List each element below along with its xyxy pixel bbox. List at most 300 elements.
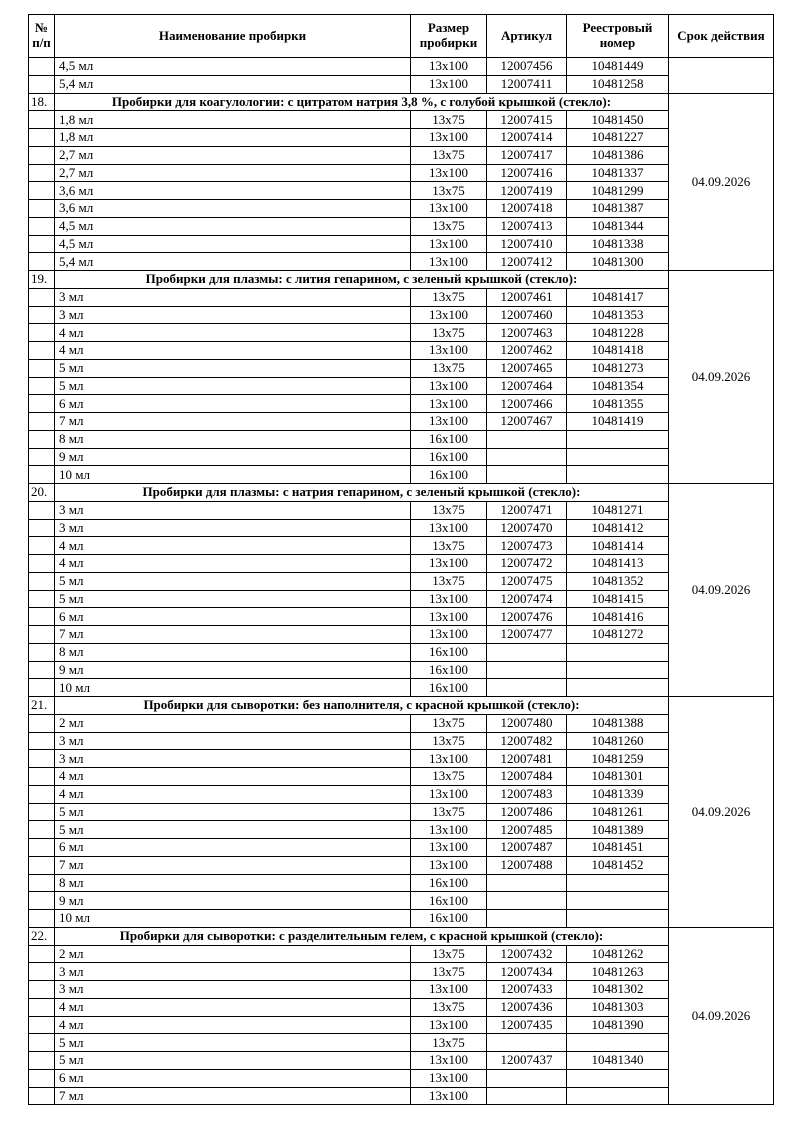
article-cell bbox=[487, 1087, 567, 1105]
name-cell: 6 мл bbox=[55, 608, 411, 626]
row-number-cell bbox=[29, 430, 55, 448]
name-cell: 10 мл bbox=[55, 466, 411, 484]
section-header-row bbox=[29, 271, 774, 289]
registry-cell: 10481388 bbox=[567, 714, 669, 732]
table-row bbox=[29, 182, 774, 200]
article-cell: 12007461 bbox=[487, 288, 567, 306]
table-row bbox=[29, 235, 774, 253]
size-cell: 13x100 bbox=[411, 235, 487, 253]
size-cell: 13x75 bbox=[411, 572, 487, 590]
table-row bbox=[29, 288, 774, 306]
table-row bbox=[29, 1069, 774, 1087]
row-number-cell bbox=[29, 856, 55, 874]
name-cell: 5 мл bbox=[55, 821, 411, 839]
registry-cell bbox=[567, 466, 669, 484]
table-row bbox=[29, 839, 774, 857]
validity-cell: 04.09.2026 bbox=[669, 271, 774, 484]
registry-cell bbox=[567, 1087, 669, 1105]
size-cell: 13x75 bbox=[411, 714, 487, 732]
name-cell: 5 мл bbox=[55, 1052, 411, 1070]
table-row bbox=[29, 430, 774, 448]
article-cell: 12007470 bbox=[487, 519, 567, 537]
column-header-registry: Реестровый номер bbox=[567, 15, 669, 58]
table-row bbox=[29, 448, 774, 466]
size-cell: 16x100 bbox=[411, 643, 487, 661]
article-cell: 12007488 bbox=[487, 856, 567, 874]
registry-cell: 10481271 bbox=[567, 501, 669, 519]
table-row bbox=[29, 217, 774, 235]
registry-cell bbox=[567, 679, 669, 697]
table-row bbox=[29, 1052, 774, 1070]
size-cell: 13x100 bbox=[411, 395, 487, 413]
name-cell: 5 мл bbox=[55, 803, 411, 821]
size-cell: 13x75 bbox=[411, 998, 487, 1016]
table-row bbox=[29, 608, 774, 626]
row-number-cell bbox=[29, 839, 55, 857]
article-cell bbox=[487, 1034, 567, 1052]
registry-cell: 10481272 bbox=[567, 626, 669, 644]
section-header-row bbox=[29, 697, 774, 715]
name-cell: 2,7 мл bbox=[55, 164, 411, 182]
row-number-cell bbox=[29, 768, 55, 786]
registry-cell: 10481354 bbox=[567, 377, 669, 395]
size-cell: 13x100 bbox=[411, 839, 487, 857]
section-title-cell: Пробирки для плазмы: с натрия гепарином, с зеленый крышкой (стекло): bbox=[55, 484, 669, 502]
size-cell: 13x100 bbox=[411, 1087, 487, 1105]
article-cell: 12007410 bbox=[487, 235, 567, 253]
article-cell: 12007436 bbox=[487, 998, 567, 1016]
registry-cell bbox=[567, 1034, 669, 1052]
table-row bbox=[29, 146, 774, 164]
size-cell: 13x100 bbox=[411, 75, 487, 93]
row-number-cell bbox=[29, 608, 55, 626]
table-row bbox=[29, 129, 774, 147]
registry-cell bbox=[567, 643, 669, 661]
size-cell: 13x75 bbox=[411, 768, 487, 786]
name-cell: 4 мл bbox=[55, 768, 411, 786]
registry-cell: 10481450 bbox=[567, 111, 669, 129]
article-cell: 12007485 bbox=[487, 821, 567, 839]
row-number-cell bbox=[29, 448, 55, 466]
article-cell: 12007466 bbox=[487, 395, 567, 413]
article-cell bbox=[487, 910, 567, 928]
registry-cell: 10481261 bbox=[567, 803, 669, 821]
size-cell: 16x100 bbox=[411, 910, 487, 928]
article-cell bbox=[487, 874, 567, 892]
size-cell: 13x100 bbox=[411, 626, 487, 644]
row-number-cell bbox=[29, 643, 55, 661]
validity-cell bbox=[669, 58, 774, 94]
name-cell: 3 мл bbox=[55, 732, 411, 750]
table-row bbox=[29, 75, 774, 93]
column-header-size: Размер пробирки bbox=[411, 15, 487, 58]
size-cell: 13x75 bbox=[411, 111, 487, 129]
size-cell: 13x100 bbox=[411, 200, 487, 218]
section-header-row bbox=[29, 927, 774, 945]
row-number-cell bbox=[29, 555, 55, 573]
article-cell bbox=[487, 643, 567, 661]
name-cell: 7 мл bbox=[55, 413, 411, 431]
size-cell: 13x100 bbox=[411, 981, 487, 999]
article-cell: 12007415 bbox=[487, 111, 567, 129]
table-row bbox=[29, 892, 774, 910]
table-row bbox=[29, 377, 774, 395]
section-number-cell: 19. bbox=[29, 271, 55, 289]
row-number-cell bbox=[29, 945, 55, 963]
article-cell: 12007412 bbox=[487, 253, 567, 271]
registry-cell: 10481273 bbox=[567, 359, 669, 377]
registry-cell: 10481302 bbox=[567, 981, 669, 999]
article-cell: 12007475 bbox=[487, 572, 567, 590]
table-row bbox=[29, 572, 774, 590]
table-row bbox=[29, 1034, 774, 1052]
article-cell bbox=[487, 430, 567, 448]
size-cell: 16x100 bbox=[411, 679, 487, 697]
registry-cell: 10481389 bbox=[567, 821, 669, 839]
table-row bbox=[29, 111, 774, 129]
row-number-cell bbox=[29, 572, 55, 590]
article-cell: 12007418 bbox=[487, 200, 567, 218]
table-row bbox=[29, 626, 774, 644]
size-cell: 13x75 bbox=[411, 1034, 487, 1052]
size-cell: 13x75 bbox=[411, 732, 487, 750]
row-number-cell bbox=[29, 626, 55, 644]
name-cell: 3 мл bbox=[55, 981, 411, 999]
row-number-cell bbox=[29, 537, 55, 555]
row-number-cell bbox=[29, 821, 55, 839]
size-cell: 13x100 bbox=[411, 1069, 487, 1087]
row-number-cell bbox=[29, 395, 55, 413]
name-cell: 7 мл bbox=[55, 626, 411, 644]
size-cell: 13x75 bbox=[411, 146, 487, 164]
validity-cell: 04.09.2026 bbox=[669, 927, 774, 1105]
section-number-cell: 18. bbox=[29, 93, 55, 111]
table-row bbox=[29, 519, 774, 537]
registry-cell: 10481258 bbox=[567, 75, 669, 93]
name-cell: 4,5 мл bbox=[55, 235, 411, 253]
name-cell: 9 мл bbox=[55, 892, 411, 910]
row-number-cell bbox=[29, 981, 55, 999]
row-number-cell bbox=[29, 235, 55, 253]
registry-cell: 10481227 bbox=[567, 129, 669, 147]
name-cell: 9 мл bbox=[55, 661, 411, 679]
size-cell: 13x75 bbox=[411, 288, 487, 306]
table-row bbox=[29, 1087, 774, 1105]
registry-cell: 10481353 bbox=[567, 306, 669, 324]
name-cell: 10 мл bbox=[55, 679, 411, 697]
table-row bbox=[29, 359, 774, 377]
row-number-cell bbox=[29, 519, 55, 537]
registry-cell bbox=[567, 1069, 669, 1087]
size-cell: 13x100 bbox=[411, 377, 487, 395]
registry-cell: 10481259 bbox=[567, 750, 669, 768]
article-cell: 12007463 bbox=[487, 324, 567, 342]
article-cell: 12007487 bbox=[487, 839, 567, 857]
section-number-cell: 22. bbox=[29, 927, 55, 945]
registry-cell: 10481262 bbox=[567, 945, 669, 963]
table-row bbox=[29, 945, 774, 963]
table-row bbox=[29, 750, 774, 768]
size-cell: 13x75 bbox=[411, 324, 487, 342]
table-row bbox=[29, 981, 774, 999]
row-number-cell bbox=[29, 146, 55, 164]
table-row bbox=[29, 1016, 774, 1034]
size-cell: 13x100 bbox=[411, 785, 487, 803]
row-number-cell bbox=[29, 306, 55, 324]
registry-cell: 10481417 bbox=[567, 288, 669, 306]
header-row bbox=[29, 15, 774, 58]
article-cell bbox=[487, 892, 567, 910]
table-row bbox=[29, 413, 774, 431]
size-cell: 16x100 bbox=[411, 661, 487, 679]
size-cell: 16x100 bbox=[411, 448, 487, 466]
registry-cell: 10481337 bbox=[567, 164, 669, 182]
row-number-cell bbox=[29, 413, 55, 431]
row-number-cell bbox=[29, 58, 55, 76]
registry-cell bbox=[567, 892, 669, 910]
size-cell: 13x100 bbox=[411, 164, 487, 182]
registry-cell: 10481228 bbox=[567, 324, 669, 342]
name-cell: 4 мл bbox=[55, 342, 411, 360]
registry-cell: 10481303 bbox=[567, 998, 669, 1016]
article-cell: 12007482 bbox=[487, 732, 567, 750]
row-number-cell bbox=[29, 1069, 55, 1087]
row-number-cell bbox=[29, 466, 55, 484]
name-cell: 5 мл bbox=[55, 359, 411, 377]
registry-cell: 10481344 bbox=[567, 217, 669, 235]
name-cell: 7 мл bbox=[55, 856, 411, 874]
article-cell: 12007434 bbox=[487, 963, 567, 981]
table-row bbox=[29, 253, 774, 271]
registry-cell: 10481413 bbox=[567, 555, 669, 573]
name-cell: 3 мл bbox=[55, 750, 411, 768]
registry-cell: 10481260 bbox=[567, 732, 669, 750]
registry-cell: 10481300 bbox=[567, 253, 669, 271]
size-cell: 13x100 bbox=[411, 1052, 487, 1070]
table-row bbox=[29, 998, 774, 1016]
table-row bbox=[29, 785, 774, 803]
section-header-row bbox=[29, 93, 774, 111]
article-cell: 12007471 bbox=[487, 501, 567, 519]
registry-cell: 10481355 bbox=[567, 395, 669, 413]
name-cell: 2 мл bbox=[55, 714, 411, 732]
row-number-cell bbox=[29, 1087, 55, 1105]
row-number-cell bbox=[29, 288, 55, 306]
article-cell: 12007460 bbox=[487, 306, 567, 324]
name-cell: 8 мл bbox=[55, 874, 411, 892]
table-row bbox=[29, 821, 774, 839]
article-cell: 12007473 bbox=[487, 537, 567, 555]
row-number-cell bbox=[29, 998, 55, 1016]
name-cell: 5 мл bbox=[55, 572, 411, 590]
name-cell: 4 мл bbox=[55, 998, 411, 1016]
registry-cell: 10481390 bbox=[567, 1016, 669, 1034]
name-cell: 2 мл bbox=[55, 945, 411, 963]
name-cell: 3 мл bbox=[55, 963, 411, 981]
table-row bbox=[29, 58, 774, 76]
name-cell: 3 мл bbox=[55, 306, 411, 324]
validity-cell: 04.09.2026 bbox=[669, 697, 774, 928]
row-number-cell bbox=[29, 377, 55, 395]
row-number-cell bbox=[29, 892, 55, 910]
table-row bbox=[29, 856, 774, 874]
article-cell bbox=[487, 1069, 567, 1087]
row-number-cell bbox=[29, 253, 55, 271]
registry-cell bbox=[567, 448, 669, 466]
table-row bbox=[29, 555, 774, 573]
name-cell: 9 мл bbox=[55, 448, 411, 466]
name-cell: 8 мл bbox=[55, 643, 411, 661]
registry-cell: 10481419 bbox=[567, 413, 669, 431]
row-number-cell bbox=[29, 164, 55, 182]
registry-cell bbox=[567, 661, 669, 679]
article-cell: 12007483 bbox=[487, 785, 567, 803]
name-cell: 5,4 мл bbox=[55, 253, 411, 271]
name-cell: 8 мл bbox=[55, 430, 411, 448]
name-cell: 4 мл bbox=[55, 555, 411, 573]
table-row bbox=[29, 963, 774, 981]
row-number-cell bbox=[29, 501, 55, 519]
registry-cell: 10481387 bbox=[567, 200, 669, 218]
validity-cell: 04.09.2026 bbox=[669, 484, 774, 697]
size-cell: 13x75 bbox=[411, 359, 487, 377]
row-number-cell bbox=[29, 679, 55, 697]
name-cell: 4 мл bbox=[55, 1016, 411, 1034]
table-row bbox=[29, 768, 774, 786]
name-cell: 1,8 мл bbox=[55, 129, 411, 147]
registry-cell: 10481386 bbox=[567, 146, 669, 164]
name-cell: 4 мл bbox=[55, 537, 411, 555]
table-row bbox=[29, 164, 774, 182]
size-cell: 13x100 bbox=[411, 342, 487, 360]
article-cell: 12007414 bbox=[487, 129, 567, 147]
article-cell: 12007464 bbox=[487, 377, 567, 395]
row-number-cell bbox=[29, 732, 55, 750]
table-row bbox=[29, 679, 774, 697]
size-cell: 13x100 bbox=[411, 856, 487, 874]
section-title-cell: Пробирки для сыворотки: с разделительным гелем, с красной крышкой (стекло): bbox=[55, 927, 669, 945]
section-title-cell: Пробирки для коагулологии: с цитратом натрия 3,8 %, с голубой крышкой (стекло): bbox=[55, 93, 669, 111]
size-cell: 16x100 bbox=[411, 466, 487, 484]
registry-cell: 10481449 bbox=[567, 58, 669, 76]
name-cell: 6 мл bbox=[55, 395, 411, 413]
section-title-cell: Пробирки для сыворотки: без наполнителя, с красной крышкой (стекло): bbox=[55, 697, 669, 715]
size-cell: 13x100 bbox=[411, 306, 487, 324]
row-number-cell bbox=[29, 785, 55, 803]
table-row bbox=[29, 200, 774, 218]
size-cell: 13x100 bbox=[411, 129, 487, 147]
article-cell: 12007480 bbox=[487, 714, 567, 732]
article-cell: 12007472 bbox=[487, 555, 567, 573]
registry-cell: 10481418 bbox=[567, 342, 669, 360]
table-header bbox=[29, 15, 774, 58]
row-number-cell bbox=[29, 1016, 55, 1034]
size-cell: 13x75 bbox=[411, 537, 487, 555]
row-number-cell bbox=[29, 1034, 55, 1052]
article-cell bbox=[487, 466, 567, 484]
article-cell: 12007433 bbox=[487, 981, 567, 999]
table-row bbox=[29, 661, 774, 679]
column-header-article: Артикул bbox=[487, 15, 567, 58]
registry-cell bbox=[567, 910, 669, 928]
name-cell: 3 мл bbox=[55, 501, 411, 519]
article-cell: 12007465 bbox=[487, 359, 567, 377]
registry-table bbox=[28, 14, 774, 1105]
row-number-cell bbox=[29, 111, 55, 129]
row-number-cell bbox=[29, 217, 55, 235]
name-cell: 4,5 мл bbox=[55, 58, 411, 76]
name-cell: 4 мл bbox=[55, 324, 411, 342]
name-cell: 5 мл bbox=[55, 377, 411, 395]
size-cell: 13x100 bbox=[411, 58, 487, 76]
article-cell: 12007437 bbox=[487, 1052, 567, 1070]
registry-cell: 10481451 bbox=[567, 839, 669, 857]
registry-cell: 10481452 bbox=[567, 856, 669, 874]
article-cell: 12007476 bbox=[487, 608, 567, 626]
name-cell: 5 мл bbox=[55, 1034, 411, 1052]
table-row bbox=[29, 714, 774, 732]
row-number-cell bbox=[29, 1052, 55, 1070]
section-title-cell: Пробирки для плазмы: с лития гепарином, с зеленый крышкой (стекло): bbox=[55, 271, 669, 289]
registry-cell: 10481414 bbox=[567, 537, 669, 555]
article-cell: 12007477 bbox=[487, 626, 567, 644]
name-cell: 7 мл bbox=[55, 1087, 411, 1105]
size-cell: 13x100 bbox=[411, 821, 487, 839]
size-cell: 13x75 bbox=[411, 182, 487, 200]
size-cell: 13x100 bbox=[411, 608, 487, 626]
size-cell: 13x75 bbox=[411, 501, 487, 519]
column-header-validity: Срок действия bbox=[669, 15, 774, 58]
name-cell: 4,5 мл bbox=[55, 217, 411, 235]
article-cell: 12007413 bbox=[487, 217, 567, 235]
size-cell: 16x100 bbox=[411, 874, 487, 892]
size-cell: 13x100 bbox=[411, 590, 487, 608]
registry-cell: 10481352 bbox=[567, 572, 669, 590]
row-number-cell bbox=[29, 714, 55, 732]
row-number-cell bbox=[29, 200, 55, 218]
size-cell: 13x100 bbox=[411, 750, 487, 768]
table-row bbox=[29, 803, 774, 821]
name-cell: 3,6 мл bbox=[55, 182, 411, 200]
name-cell: 10 мл bbox=[55, 910, 411, 928]
row-number-cell bbox=[29, 324, 55, 342]
size-cell: 13x75 bbox=[411, 217, 487, 235]
registry-cell: 10481415 bbox=[567, 590, 669, 608]
name-cell: 5,4 мл bbox=[55, 75, 411, 93]
article-cell: 12007481 bbox=[487, 750, 567, 768]
table-row bbox=[29, 324, 774, 342]
name-cell: 3,6 мл bbox=[55, 200, 411, 218]
name-cell: 3 мл bbox=[55, 519, 411, 537]
registry-cell bbox=[567, 874, 669, 892]
row-number-cell bbox=[29, 129, 55, 147]
column-header-name: Наименование пробирки bbox=[55, 15, 411, 58]
registry-cell bbox=[567, 430, 669, 448]
article-cell: 12007416 bbox=[487, 164, 567, 182]
table-row bbox=[29, 306, 774, 324]
name-cell: 6 мл bbox=[55, 1069, 411, 1087]
table-row bbox=[29, 342, 774, 360]
size-cell: 13x100 bbox=[411, 555, 487, 573]
size-cell: 13x100 bbox=[411, 519, 487, 537]
row-number-cell bbox=[29, 963, 55, 981]
table-row bbox=[29, 395, 774, 413]
article-cell bbox=[487, 679, 567, 697]
section-header-row bbox=[29, 484, 774, 502]
name-cell: 2,7 мл bbox=[55, 146, 411, 164]
table-row bbox=[29, 590, 774, 608]
column-header-num: № п/п bbox=[29, 15, 55, 58]
